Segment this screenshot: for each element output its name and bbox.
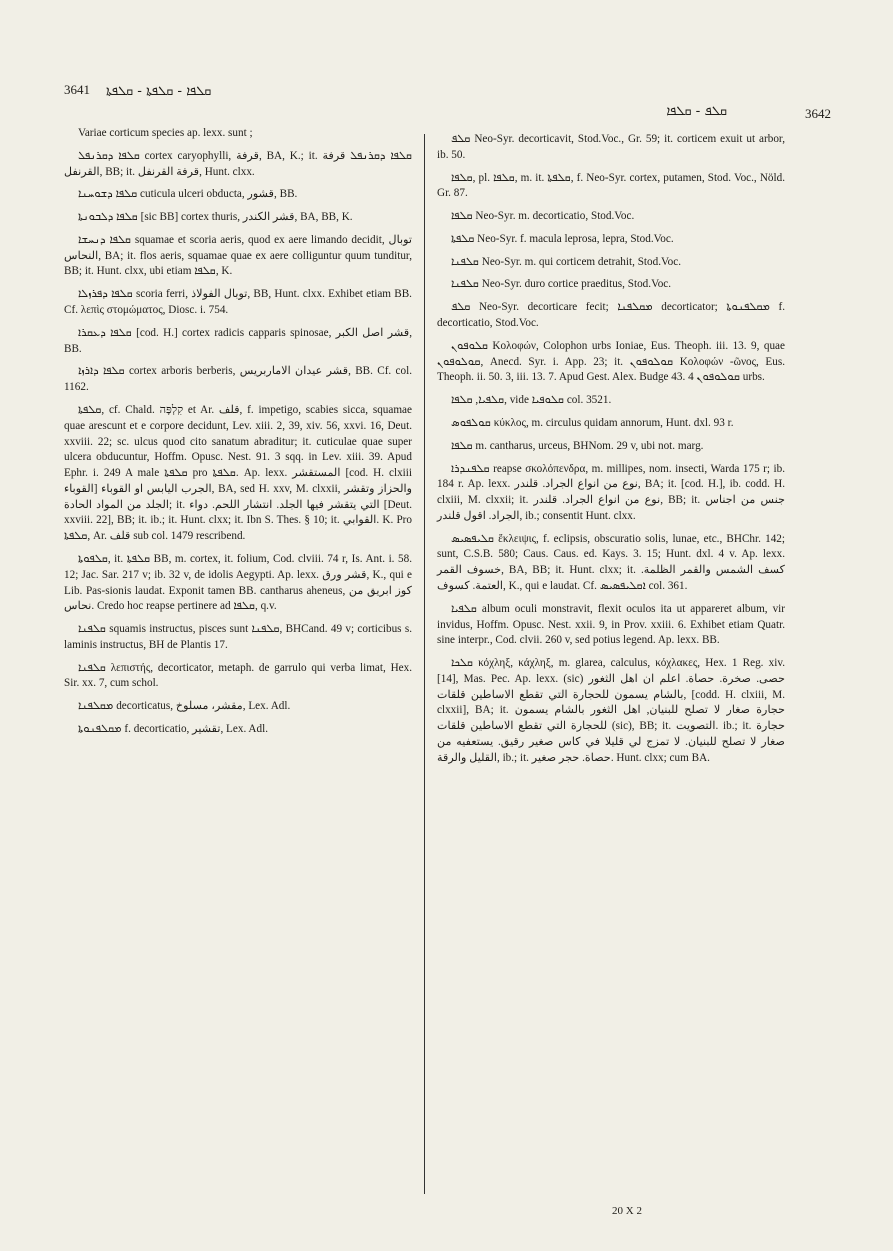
entry: ܩܠܦܐ Neo-Syr. m. decorticatio, Stod.Voc. bbox=[451, 210, 635, 223]
entry: Variae corticum species ap. lexx. sunt ; bbox=[78, 127, 253, 139]
entry: ܩܠܦܢܐ Neo-Syr. m. qui corticem detrahit, Stod.Voc. bbox=[451, 255, 682, 268]
entry: ܩܠܦܐ ܕܐܪܙܐ cortex arboris berberis, قشر عيدان الاماربريس, BB. Cf. col. 1162. bbox=[64, 365, 412, 394]
entry: ܩܠܦܐ ܕܠܒܘܢܬܐ [sic BB] cortex thuris, قشر الكندر, BA, BB, K. bbox=[78, 211, 353, 224]
entry: ܡܩܠܦܢܐ decorticatus, مقشر، مسلوخ, Lex. Adl. bbox=[78, 700, 291, 713]
entry: ܩܠܦ Neo-Syr. decorticare fecit; ܡܩܠܦܢܐ decorticator; ܡܩܠܦܢܘܬܐ f. decorticatio, Stod.Voc. bbox=[437, 301, 786, 330]
entry: ܩܠܦܝܐ, ܩܠܦܐ, vide ܩܠܘܦܝܐ col. 3521. bbox=[451, 394, 612, 407]
right-column bbox=[437, 132, 785, 774]
column-divider bbox=[424, 134, 425, 1194]
entry: ܩܠܦ Neo-Syr. decorticavit, Stod.Voc., Gr. 59; it. corticem exuit ut arbor, ib. 50. bbox=[437, 133, 785, 161]
entry: ܩܠܦܐ ܕܢܚܫܐ squamae et scoria aeris, quod ex aere limando decidit, توبال النحاس, BA; it. flos aeris, squamae quae ex aere colliguntur quum tunditur, BB; it. Hunt. clxx, ubi etiam ܩܠܦܐ, K. bbox=[64, 233, 412, 278]
page-number-right: 3642 bbox=[805, 106, 831, 121]
entry: ܩܠܦܐ ܕܩܪܢܦܠ cortex caryophylli, قرفة, BA, K.; it. ܩܠܦܐ ܕܩܪܢܦܠ قرفة القرنفل, BB; it. قرفة القرنفل, Hunt. clxx. bbox=[64, 149, 413, 178]
page-number-left: 3641 bbox=[64, 82, 90, 97]
entry: ܡܩܠܦܢܘܬܐ f. decorticatio, تقشير, Lex. Adl. bbox=[78, 723, 268, 735]
entry: ܩܠܟܐ κόχληξ, κάχληξ, m. glarea, calculus, κόχλακες, Hex. 1 Reg. xiv. [14], Mas. Pec. Ap. lexx. (sic) حصى. صخرة. حصاة. اعلم ان اهل الثغور بالشام يسمون للحجارة التي تقطع الاساطين قلقات, [codd. H. clxiii, M. clxxii], BA; it. حجارة صغار لا تصلح للبنيان, اهل الثغور بالشام يسمون للحجارة التي تقطع الاساطين قلقات (sic), BB; it. التصويت. ib.; it. حجارة صغار لا تصلح للبنيان. لا تمزج لي قليلا في كاس صغير رقيق. يستعفيه من القليل والرقة, ib.; it. حصاة. حجر صغير. Hunt. clxx; cum BA. bbox=[437, 657, 786, 764]
left-column bbox=[64, 126, 412, 745]
entry: ܩܘܠܦܘܣ κύκλος, m. circulus quidam annorum, Hunt. dxl. 93 r. bbox=[451, 416, 734, 429]
page-header bbox=[64, 82, 831, 122]
entry: ܩܠܦܝܐ album oculi monstravit, flexit oculos ita ut appareret album, vir invidus, Hoffm. Opusc. Nest. xxii. 9, in Prov. xxiii. 6. Exhibet etiam Quatr. sine interpr., Cod. clvii. 260 v, sed potius legend. Ap. lexx. BB. bbox=[437, 602, 785, 647]
entry: ܩܠܦܬܐ Neo-Syr. f. macula leprosa, lepra, Stod.Voc. bbox=[451, 232, 674, 245]
entry: ܩܠܦܘܬܐ, it. ܩܠܦܬܐ BB, m. cortex, it. folium, Cod. clviii. 74 r, Is. Ant. i. 58. 12; Jac. Sar. 217 v; ib. 32 v, de idolis Aegypti. Ap. lexx. قشر ورق, K., qui e Lib. Pas-sionis laudat. Exponit tamen BB. cantharus aheneus, كوز ابريق من نحاس. Credo hoc reapse pertinere ad ܩܠܦܐ, q.v. bbox=[64, 552, 412, 613]
entry: ܩܠܦܐ, pl. ܩܠܦܐ, m. it. ܩܠܦܬܐ, f. Neo-Syr. cortex, putamen, Stod. Voc., Nöld. Gr. 87. bbox=[437, 171, 786, 200]
entry: ܩܠܦܢܐ squamis instructus, pisces sunt ܩܠܦܢܐ, BHCand. 49 v; corticibus s. laminis instructus, BH de Plantis 17. bbox=[64, 623, 412, 651]
running-head-left: ܩܠܦܐ - ܩܠܦܬܐ - ܩܠܦܬܐ bbox=[106, 84, 212, 99]
entry: ܩܠܦܢܐ λεπιστής, decorticator, metaph. de garrulo qui verba limat, Hex. Sir. xx. 7, cum schol. bbox=[64, 661, 412, 690]
entry: ܩܠܦܢܐ Neo-Syr. duro cortice praeditus, Stod.Voc. bbox=[451, 278, 672, 291]
entry: ܩܠܦܐ ܕܥܩܪܐ [cod. H.] cortex radicis capparis spinosae, قشر اصل الكبر, BB. bbox=[64, 326, 412, 355]
entry: ܩܠܦܢܕܪܐ reapse σκολόπενδρα, m. millipes, nom. insecti, Warda 175 r; ib. 184 r. Ap. lexx. نوع من انواع الجراد. قلندر, BA; it. [cod. H.], ib. codd. H. clxiii, M. clxxii; it. نوع من انواع الجراد. قلندر, BB; it. جنس من اجناس الجراد. اقول قلندر, ib.; consentit Hunt. clxx. bbox=[437, 462, 786, 522]
entry: ܩܠܦܐ ܕܫܘܚܢܐ cuticula ulceri obducta, قشور, BB. bbox=[78, 188, 298, 201]
entry: ܩܠܦܐ ܕܦܪܙܠܐ scoria ferri, توبال الفولاذ, BB, Hunt. clxx. Exhibet etiam BB. Cf. λεπὶς στομώματος, Diosc. i. 754. bbox=[64, 288, 412, 317]
entry: ܩܠܦܬܐ, cf. Chald. קִלְפָּה et Ar. قلف, f. impetigo, scabies sicca, squamae quae arescunt et e corpore decidunt, Lev. xiii. 2, 39, xiv. 56, xxvi. 16, Deut. xxviii. 22; sc. ulcus quod cito sanatum abraditur; it. cuticulae quae super ulcera obducuntur, Hoffm. Opusc. Nest. 91. 3 sqq. in Lev. xiii. 39. Apud Ephr. i. 249 A male ܩܠܦܬܐ pro ܩܠܦܬܐ. Ap. lexx. المستقشر [cod. H. clxiii القوباء] الجرب اليابس او القوباء, BA, sed H. xxv, M. clxxii, والحزاز وتقشر الجلد من المواد الحادة; it. التي يتقشر فيها الجلد. انتشار اللحم. دواء [Deut. xxviii. 22], BB; it. ib.; it. Hunt. clxx; it. Ibn S. Thes. § 10; it. القوابي. K. Pro ܩܠܦܬܐ, Ar. قلف sub col. 1479 rescribend. bbox=[64, 403, 413, 543]
entry: ܩܠܝܦܣܝܣ ἔκλειψις, f. eclipsis, obscuratio solis, lunae, etc., BHChr. 142; sunt, C.S.B. 580; Caus. Caus. ed. Kays. 3. 15; Hunt. dxl. 4 v. Ap. lexx. خسوف القمر, BA, BB; it. Hunt. clxx; it. كسف الشمس والقمر الظلمة. العتمة. كسوف, K., qui e laudat. Cf. ܐܩܠܝܦܣܝܣ col. 361. bbox=[437, 532, 785, 592]
entry: ܩܠܦܐ m. cantharus, urceus, BHNom. 29 v, ubi not. marg. bbox=[451, 439, 704, 452]
entry: ܩܠܘܦܘܢ Κολοφών, Colophon urbs Ioniae, Eus. Theoph. iii. 13. 9, quae ܩܘܠܘܦܘܢ, Anecd. Syr. i. App. 23; it. ܩܘܠܘܦܘܢ Κολοφών -ῶνος, Eus. Theoph. ii. 50. 3, iii. 13. 7. Apud Gest. Alex. Budge 43. 4 ܩܘܠܘܦܘܢ urbs. bbox=[437, 339, 786, 384]
signature-mark: 20 X 2 bbox=[612, 1205, 642, 1217]
running-head-right: ܩܠܦ - ܩܠܦܐ bbox=[666, 104, 727, 119]
